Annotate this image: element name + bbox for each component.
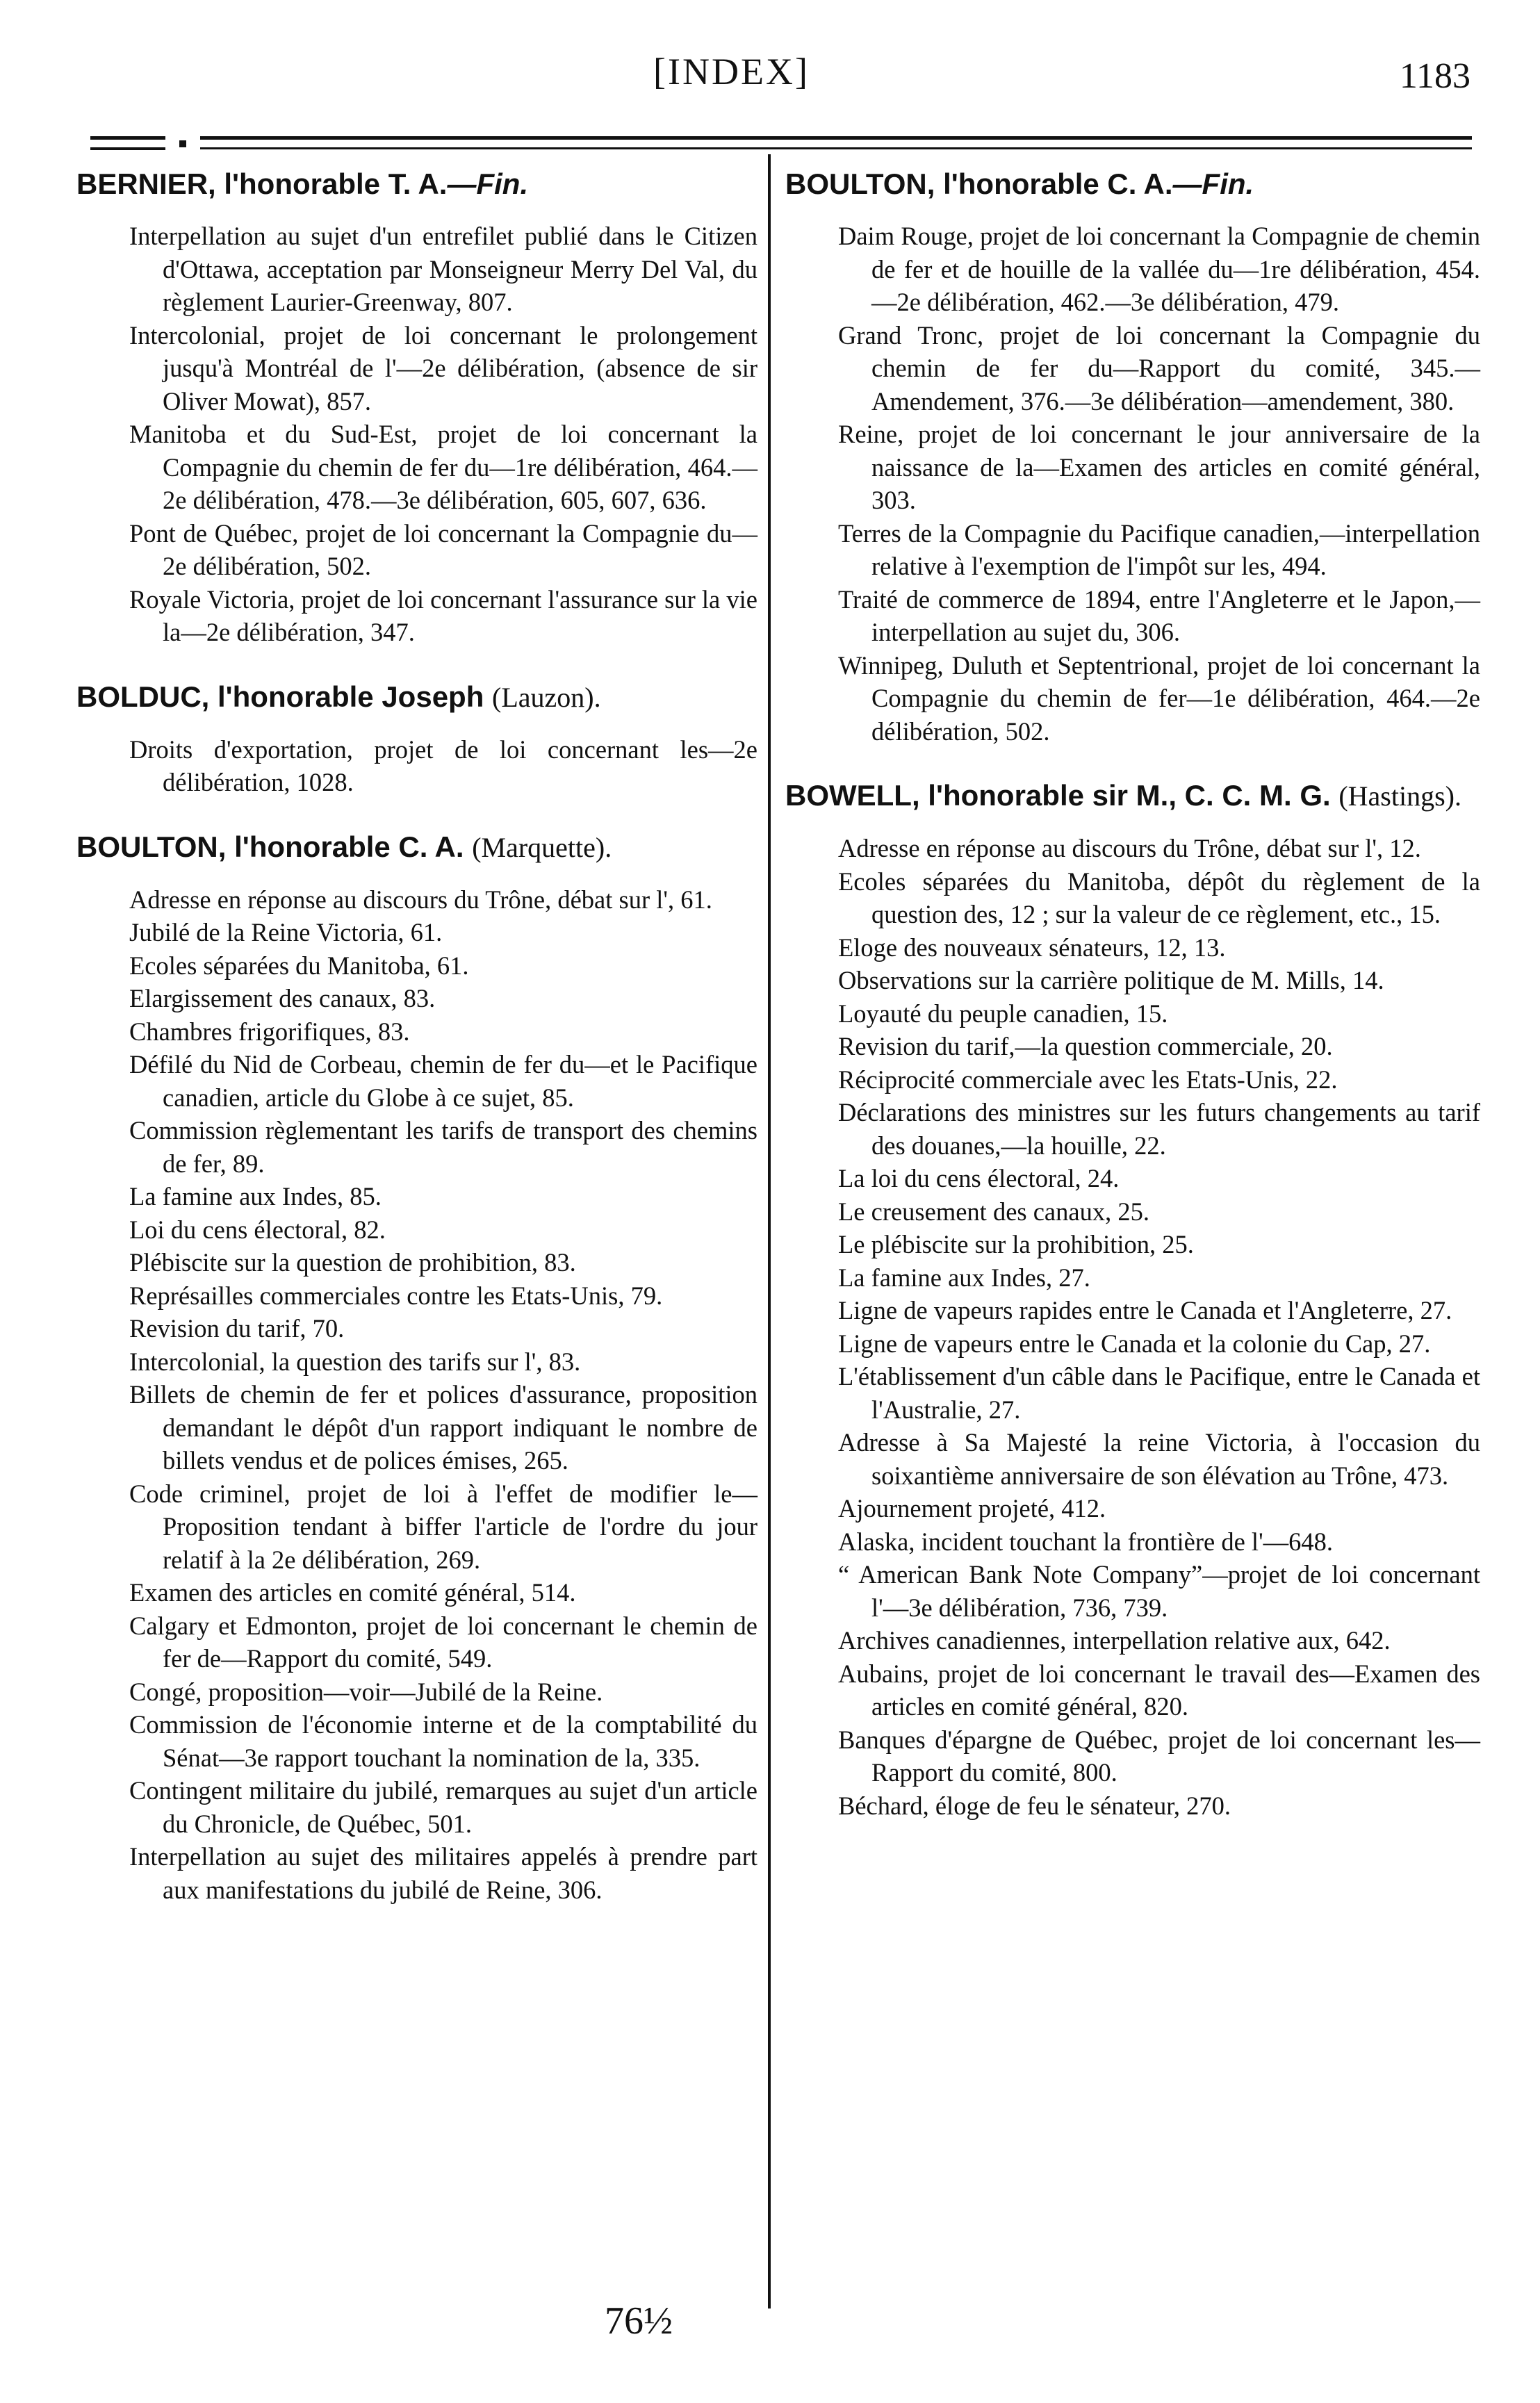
- index-entry: La famine aux Indes, 27.: [838, 1263, 1090, 1292]
- index-entry: Manitoba et du Sud-Est, projet de loi concernant la Compagnie du chemin de fer du—1re délibération, 464.—2e délibération, 478.—3e délibération, 605, 607, 636.: [129, 420, 757, 514]
- entry-list: [785, 220, 1480, 748]
- header-rule-main-1: [200, 136, 1472, 140]
- header-rule-dot: [179, 140, 186, 147]
- index-entry: Commission de l'économie interne et de la comptabilité du Sénat—3e rapport touchant la nomination de la, 335.: [129, 1710, 757, 1772]
- index-entry: Pont de Québec, projet de loi concernant la Compagnie du—2e délibération, 502.: [129, 518, 757, 580]
- header-rule-left-1: [90, 136, 165, 140]
- index-entry: L'établissement d'un câble dans le Pacifique, entre le Canada et l'Australie, 27.: [838, 1362, 1480, 1424]
- index-entry: Reine, projet de loi concernant le jour anniversaire de la naissance de la—Examen des articles en comité général, 303.: [838, 420, 1480, 514]
- index-entry: Interpellation au sujet d'un entrefilet publié dans le Citizen d'Ottawa, acceptation par Monseigneur Merry Del Val, du règlement Laurier-Greenway, 807.: [129, 222, 757, 316]
- index-entry: “ American Bank Note Company”—projet de loi concernant l'—3e délibération, 736, 739.: [838, 1560, 1480, 1622]
- index-entry: Billets de chemin de fer et polices d'assurance, proposition demandant le dépôt d'un rapport indiquant le nombre de billets vendus et de polices émises, 265.: [129, 1380, 757, 1475]
- heading-name: BOLDUC, l'honorable Joseph: [76, 680, 484, 713]
- index-section: [785, 778, 1480, 1822]
- index-entry: Ajournement projeté, 412.: [838, 1494, 1106, 1523]
- index-entry: Réciprocité commerciale avec les Etats-Unis, 22.: [838, 1065, 1338, 1094]
- index-entry: Adresse à Sa Majesté la reine Victoria, à l'occasion du soixantième anniversaire de son élévation au Trône, 473.: [838, 1428, 1480, 1490]
- index-entry: Archives canadiennes, interpellation relative aux, 642.: [838, 1626, 1391, 1655]
- heading-suffix: —Fin.: [1172, 167, 1254, 200]
- index-entry: Commission règlementant les tarifs de transport des chemins de fer, 89.: [129, 1116, 757, 1178]
- heading-name: BERNIER, l'honorable T. A.: [76, 167, 448, 200]
- index-entry: Le creusement des canaux, 25.: [838, 1197, 1149, 1226]
- index-entry: Loi du cens électoral, 82.: [129, 1215, 386, 1244]
- index-section: [76, 167, 757, 649]
- header-rule-main-2: [200, 147, 1472, 149]
- entry-list: [785, 832, 1480, 1822]
- index-entry: Banques d'épargne de Québec, projet de loi concernant les—Rapport du comité, 800.: [838, 1725, 1480, 1787]
- index-entry: Chambres frigorifiques, 83.: [129, 1017, 410, 1046]
- index-entry: Revision du tarif, 70.: [129, 1314, 345, 1343]
- index-entry: Interpellation au sujet des militaires appelés à prendre part aux manifestations du jubilé de Reine, 306.: [129, 1842, 757, 1904]
- index-entry: Royale Victoria, projet de loi concernant l'assurance sur la vie la—2e délibération, 347.: [129, 584, 757, 646]
- entry-list: [76, 883, 757, 1907]
- index-entry: Ligne de vapeurs entre le Canada et la colonie du Cap, 27.: [838, 1329, 1431, 1358]
- folio: 76½: [605, 2299, 673, 2343]
- index-entry: Béchard, éloge de feu le sénateur, 270.: [838, 1791, 1231, 1820]
- index-section: [76, 680, 757, 799]
- index-entry: Adresse en réponse au discours du Trône, débat sur l', 61.: [129, 885, 712, 914]
- index-entry: Ecoles séparées du Manitoba, dépôt du règlement de la question des, 12 ; sur la valeur de ce règlement, etc., 15.: [838, 867, 1480, 928]
- index-entry: Traité de commerce de 1894, entre l'Angleterre et le Japon,—interpellation au sujet du, 306.: [838, 584, 1480, 646]
- heading-name: BOWELL, l'honorable sir M., C. C. M. G.: [785, 779, 1331, 812]
- heading-riding: (Hastings).: [1338, 780, 1461, 812]
- index-entry: Alaska, incident touchant la frontière de l'—648.: [838, 1527, 1334, 1556]
- right-column: [785, 167, 1480, 1853]
- index-entry: Winnipeg, Duluth et Septentrional, projet de loi concernant la Compagnie du chemin de fer—1e délibération, 464.—2e délibération, 502.: [838, 650, 1480, 746]
- index-entry: Aubains, projet de loi concernant le travail des—Examen des articles en comité général, 820.: [838, 1659, 1480, 1721]
- index-entry: Droits d'exportation, projet de loi concernant les—2e délibération, 1028.: [129, 735, 757, 796]
- heading-riding: (Lauzon).: [492, 681, 601, 713]
- column-divider: [768, 154, 771, 2308]
- page-number: 1183: [1399, 56, 1471, 96]
- index-entry: Ligne de vapeurs rapides entre le Canada et l'Angleterre, 27.: [838, 1296, 1452, 1324]
- index-entry: Le plébiscite sur la prohibition, 25.: [838, 1230, 1194, 1258]
- index-entry: Eloge des nouveaux sénateurs, 12, 13.: [838, 933, 1226, 962]
- index-entry: Plébiscite sur la question de prohibition, 83.: [129, 1248, 576, 1277]
- index-entry: Calgary et Edmonton, projet de loi concernant le chemin de fer de—Rapport du comité, 549.: [129, 1611, 757, 1673]
- index-section: [785, 167, 1480, 748]
- heading-name: BOULTON, l'honorable C. A.: [76, 830, 464, 863]
- index-entry: Intercolonial, projet de loi concernant le prolongement jusqu'à Montréal de l'—2e délibération, (absence de sir Oliver Mowat), 857.: [129, 320, 757, 416]
- index-entry: Contingent militaire du jubilé, remarques au sujet d'un article du Chronicle, de Québec, 501.: [129, 1776, 757, 1838]
- index-entry: Déclarations des ministres sur les futurs changements au tarif des douanes,—la houille, 22.: [838, 1098, 1480, 1160]
- index-entry: Représailles commerciales contre les Etats-Unis, 79.: [129, 1281, 663, 1310]
- header-rule-left-2: [90, 147, 165, 150]
- index-entry: Congé, proposition—voir—Jubilé de la Reine.: [129, 1677, 603, 1706]
- heading-riding: (Marquette).: [472, 831, 612, 863]
- index-entry: Ecoles séparées du Manitoba, 61.: [129, 951, 469, 980]
- section-heading: [76, 830, 757, 865]
- index-entry: Daim Rouge, projet de loi concernant la Compagnie de chemin de fer et de houille de la vallée du—1re délibération, 454.—2e délibération, 462.—3e délibération, 479.: [838, 222, 1480, 316]
- section-heading: [785, 167, 1480, 202]
- index-section: [76, 830, 757, 1907]
- index-entry: Observations sur la carrière politique de M. Mills, 14.: [838, 966, 1384, 994]
- running-title: [INDEX]: [653, 51, 810, 92]
- index-entry: Adresse en réponse au discours du Trône, débat sur l', 12.: [838, 834, 1421, 862]
- index-entry: Intercolonial, la question des tarifs sur l', 83.: [129, 1347, 581, 1376]
- index-entry: Défilé du Nid de Corbeau, chemin de fer du—et le Pacifique canadien, article du Globe à ce sujet, 85.: [129, 1050, 757, 1112]
- running-head: [0, 50, 1540, 99]
- index-entry: Revision du tarif,—la question commerciale, 20.: [838, 1032, 1333, 1060]
- entry-list: [76, 733, 757, 799]
- index-entry: Jubilé de la Reine Victoria, 61.: [129, 918, 443, 946]
- index-entry: Code criminel, projet de loi à l'effet de modifier le—Proposition tendant à biffer l'article de l'ordre du jour relatif à la 2e délibération, 269.: [129, 1479, 757, 1574]
- index-entry: Examen des articles en comité général, 514.: [129, 1578, 576, 1607]
- section-heading: [76, 167, 757, 202]
- index-entry: Grand Tronc, projet de loi concernant la Compagnie du chemin de fer du—Rapport du comité, 345.—Amendement, 376.—3e délibération—amendement, 380.: [838, 320, 1480, 416]
- index-entry: Loyauté du peuple canadien, 15.: [838, 999, 1168, 1028]
- section-heading: [76, 680, 757, 715]
- left-column: [76, 167, 757, 1937]
- index-entry: Elargissement des canaux, 83.: [129, 984, 436, 1012]
- index-entry: La famine aux Indes, 85.: [129, 1182, 382, 1211]
- section-heading: [785, 778, 1480, 814]
- entry-list: [76, 220, 757, 649]
- heading-suffix: —Fin.: [447, 167, 529, 200]
- index-entry: Terres de la Compagnie du Pacifique canadien,—interpellation relative à l'exemption de l'impôt sur les, 494.: [838, 518, 1480, 580]
- index-entry: La loi du cens électoral, 24.: [838, 1164, 1120, 1192]
- heading-name: BOULTON, l'honorable C. A.: [785, 167, 1173, 200]
